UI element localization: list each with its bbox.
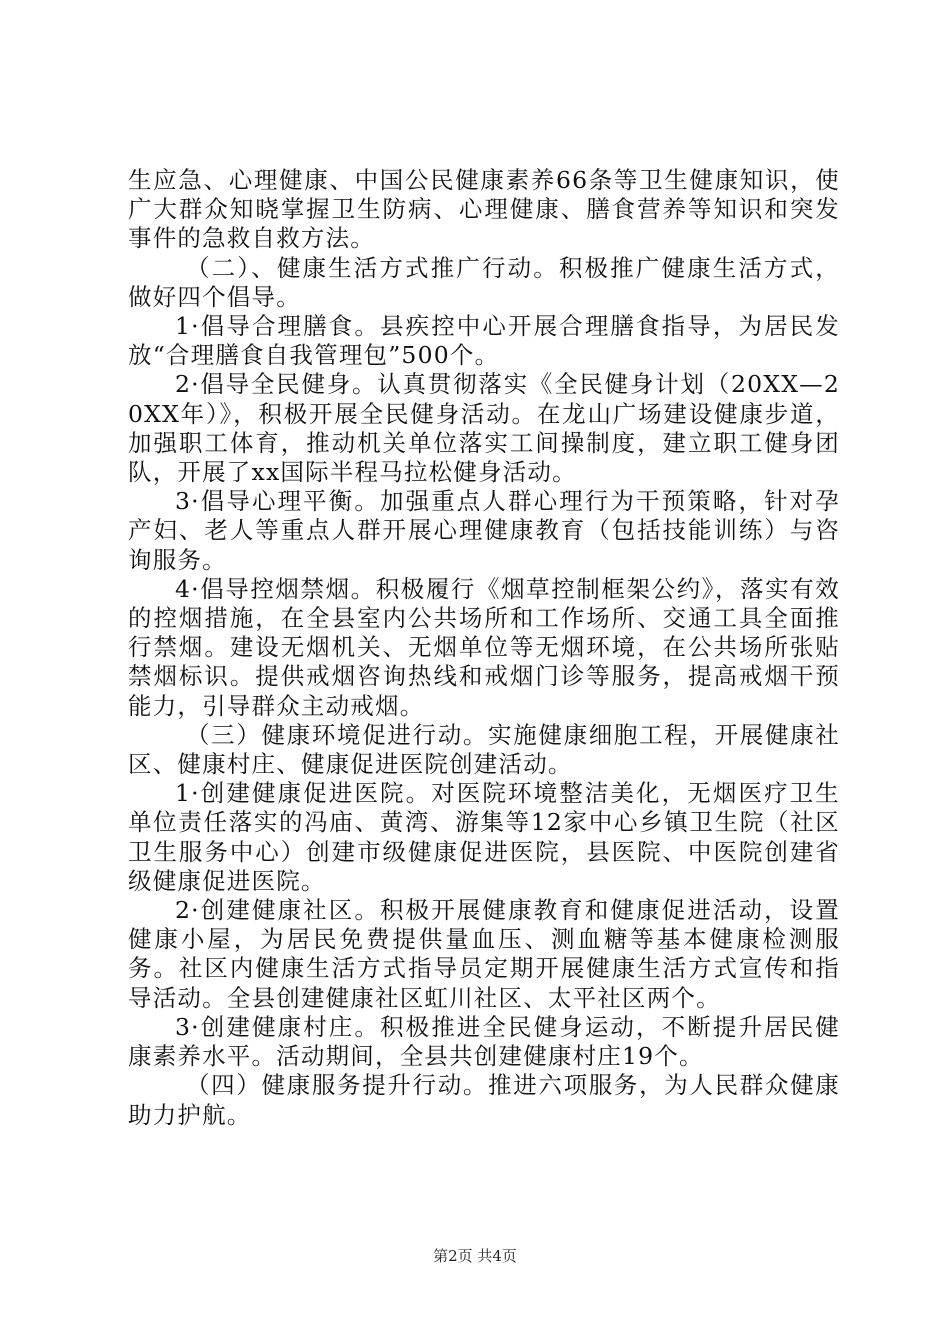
paragraph-section-three-heading: （三）健康环境促进行动。实施健康细胞工程，开展健康社区、健康村庄、健康促进医院创建活动。: [128, 720, 840, 779]
paragraph-village: 3·创建健康村庄。积极推进全民健身运动，不断提升居民健康素养水平。活动期间，全县共创建健康村庄19个。: [128, 1012, 840, 1071]
paragraph-section-four-heading: （四）健康服务提升行动。推进六项服务，为人民群众健康助力护航。: [128, 1071, 840, 1129]
document-body: [128, 166, 840, 1130]
paragraph-mental-balance: 3·倡导心理平衡。加强重点人群心理行为干预策略，针对孕产妇、老人等重点人群开展心理健康教育（包括技能训练）与咨询服务。: [128, 487, 840, 574]
paragraph-fitness: 2·倡导全民健身。认真贯彻落实《全民健身计划（20XX—20XX年）》，积极开展全民健身活动。在龙山广场建设健康步道，加强职工体育，推动机关单位落实工间操制度，建立职工健身团队，开展了xx国际半程马拉松健身活动。: [128, 370, 840, 487]
paragraph-diet: 1·倡导合理膳食。县疾控中心开展合理膳食指导，为居民发放“合理膳食自我管理包”500个。: [128, 312, 840, 370]
paragraph-hospital: 1·创建健康促进医院。对医院环境整洁美化，无烟医疗卫生单位责任落实的冯庙、黄湾、游集等12家中心乡镇卫生院（社区卫生服务中心）创建市级健康促进医院，县医院、中医院创建省级健康促进医院。: [128, 779, 840, 895]
paragraph-tobacco-control: 4·倡导控烟禁烟。积极履行《烟草控制框架公约》，落实有效的控烟措施，在全县室内公共场所和工作场所、交通工具全面推行禁烟。建设无烟机关、无烟单位等无烟环境，在公共场所张贴禁烟标识。提供戒烟咨询热线和戒烟门诊等服务，提高戒烟干预能力，引导群众主动戒烟。: [128, 574, 840, 720]
paragraph-community: 2·创建健康社区。积极开展健康教育和健康促进活动，设置健康小屋，为居民免费提供量血压、测血糖等基本健康检测服务。社区内健康生活方式指导员定期开展健康生活方式宣传和指导活动。全县创建健康社区虹川社区、太平社区两个。: [128, 896, 840, 1012]
page-number-footer: 第2页 共4页: [433, 1247, 517, 1265]
paragraph-health-knowledge: 生应急、心理健康、中国公民健康素养66条等卫生健康知识，使广大群众知晓掌握卫生防病、心理健康、膳食营养等知识和突发事件的急救自救方法。: [128, 166, 840, 253]
paragraph-section-two-heading: （二）、健康生活方式推广行动。积极推广健康生活方式，做好四个倡导。: [128, 253, 840, 311]
